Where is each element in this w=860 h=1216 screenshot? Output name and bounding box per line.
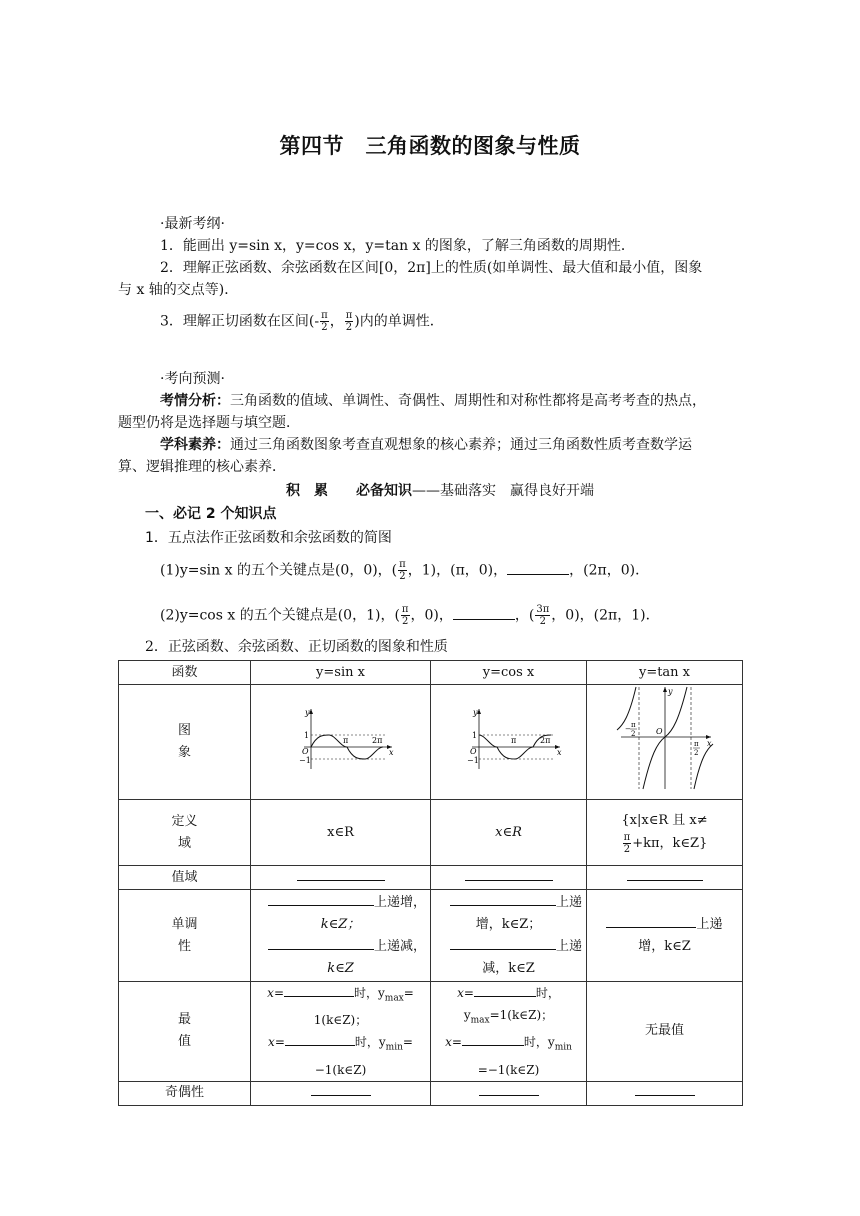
parity-tan bbox=[587, 1081, 743, 1105]
tick-frac-num: π bbox=[693, 740, 699, 748]
syllabus-item-3: 3．理解正切函数在区间(- $\frac{\pi}{2}$ ， $\frac{\pi}{2}$ )内的单调性． bbox=[160, 310, 444, 333]
tick-frac-den: 2 bbox=[693, 749, 698, 757]
fill-blank[interactable] bbox=[627, 868, 703, 881]
header-sin: y=sin x bbox=[251, 661, 431, 685]
row-label-parity: 奇偶性 bbox=[119, 1081, 251, 1105]
tick-frac-num: π bbox=[630, 721, 636, 729]
mono-cos: 上递 增，k∈Z； 上递 减，k∈Z bbox=[431, 890, 587, 982]
parity-cos bbox=[431, 1081, 587, 1105]
extreme-cos: x= 时， $y_{max}=1(k\in Z)$； x= 时，$y_{min}$ =−1(k∈Z) bbox=[431, 982, 587, 1082]
cos-graph-cell bbox=[431, 685, 587, 800]
fill-blank[interactable] bbox=[507, 562, 569, 575]
range-tan bbox=[587, 866, 743, 890]
cos-keypoints: (2)y=cos x 的五个关键点是(0，1)，( $\frac{\pi}{2}$ ，0)， ，( $\frac{3\pi}{2}$ ，0)，(2π，1)． bbox=[160, 604, 660, 627]
syllabus-heading: ·最新考纲· bbox=[160, 216, 225, 232]
fill-blank[interactable] bbox=[635, 1083, 695, 1096]
mono-sin: 上递增， k∈Z； 上递减， k∈Z bbox=[251, 890, 431, 982]
fill-blank[interactable] bbox=[297, 868, 385, 881]
axis-label-x: x bbox=[706, 739, 712, 748]
trig-properties-table bbox=[118, 660, 743, 1106]
syllabus-item-2: 2．理解正弦函数、余弦函数在区间[0，2π]上的性质(如单调性、最大值和最小值，图象 bbox=[160, 260, 703, 276]
parity-sin bbox=[251, 1081, 431, 1105]
tick-label-pi: π bbox=[510, 736, 516, 745]
tick-label-pi: π bbox=[342, 736, 348, 745]
axis-label-y: y bbox=[472, 708, 478, 717]
tick-label-2pi: 2π bbox=[539, 736, 550, 745]
header-function: 函数 bbox=[119, 661, 251, 685]
fill-blank[interactable] bbox=[462, 1033, 524, 1046]
knowledge-sub1: 1．五点法作正弦函数和余弦函数的简图 bbox=[145, 530, 392, 546]
fill-blank[interactable] bbox=[465, 868, 553, 881]
tick-frac-den: 2 bbox=[630, 730, 635, 738]
fraction: $\frac{3\pi}{2}$ bbox=[536, 604, 550, 627]
row-label-graph: 图 象 bbox=[119, 685, 251, 800]
row-label-extreme: 最 值 bbox=[119, 982, 251, 1082]
forecast-p1-cont: 题型仍将是选择题与填空题． bbox=[118, 415, 300, 431]
row-label-monotonic: 单调 性 bbox=[119, 890, 251, 982]
forecast-heading: ·考向预测· bbox=[160, 371, 225, 387]
fill-blank[interactable] bbox=[285, 1033, 355, 1046]
origin-label: O bbox=[469, 747, 477, 756]
fraction: $\frac{\pi}{2}$ bbox=[345, 310, 353, 333]
syllabus-item-2-cont: 与 x 轴的交点等)． bbox=[118, 282, 239, 298]
syllabus-item-3-b: )内的单调性． bbox=[354, 313, 444, 330]
fraction: $\frac{\pi}{2}$ bbox=[623, 832, 631, 855]
extreme-sin: x= 时，$y_{max}=$ 1(k∈Z)； x= 时，$y_{min}=$ −1(k∈Z) bbox=[251, 982, 431, 1082]
mono-tan: 上递 增，k∈Z bbox=[587, 890, 743, 982]
header-cos: y=cos x bbox=[431, 661, 587, 685]
fill-blank[interactable] bbox=[450, 893, 556, 906]
tick-label-neg1: −1 bbox=[298, 756, 311, 765]
fill-blank[interactable] bbox=[606, 915, 696, 928]
row-label-domain: 定义 域 bbox=[119, 800, 251, 866]
fraction: $\frac{\pi}{2}$ bbox=[401, 604, 409, 627]
tick-label-2pi: 2π bbox=[371, 736, 382, 745]
tick-label-neg-half-pi: − bbox=[624, 725, 631, 733]
fill-blank[interactable] bbox=[479, 1083, 539, 1096]
tick-label-1: 1 bbox=[303, 731, 309, 740]
fill-blank[interactable] bbox=[474, 984, 536, 997]
range-cos bbox=[431, 866, 587, 890]
tick-label-1: 1 bbox=[471, 731, 477, 740]
fill-blank[interactable] bbox=[311, 1083, 371, 1096]
sin-graph bbox=[286, 703, 396, 773]
axis-label-y: y bbox=[304, 708, 310, 717]
axis-label-x: x bbox=[388, 748, 394, 757]
axis-label-x: x bbox=[556, 748, 562, 757]
origin-label: O bbox=[655, 727, 663, 736]
syllabus-item-3-a: 3．理解正切函数在区间(- bbox=[160, 313, 320, 330]
tan-graph bbox=[615, 685, 715, 791]
tick-label-neg1: −1 bbox=[466, 756, 479, 765]
fill-blank[interactable] bbox=[268, 937, 374, 950]
knowledge-heading: 一、必记 2 个知识点 bbox=[145, 506, 277, 522]
cos-graph bbox=[454, 703, 564, 773]
fraction: $\frac{\pi}{2}$ bbox=[399, 559, 406, 582]
range-sin bbox=[251, 866, 431, 890]
fill-blank[interactable] bbox=[268, 893, 374, 906]
sin-graph-cell bbox=[251, 685, 431, 800]
syllabus-item-1: 1．能画出 y=sin x，y=cos x，y=tan x 的图象，了解三角函数的周期性． bbox=[160, 238, 635, 254]
page-title: 第四节 三角函数的图象与性质 bbox=[279, 134, 581, 158]
knowledge-sub2: 2．正弦函数、余弦函数、正切函数的图象和性质 bbox=[145, 639, 448, 655]
origin-label: O bbox=[301, 747, 309, 756]
forecast-p2-cont: 算、逻辑推理的核心素养． bbox=[118, 459, 286, 475]
row-label-range: 值域 bbox=[119, 866, 251, 890]
domain-sin: x∈R bbox=[251, 800, 431, 866]
extreme-tan: 无最值 bbox=[587, 982, 743, 1082]
tan-graph-cell bbox=[587, 685, 743, 800]
axis-label-y: y bbox=[667, 687, 673, 696]
forecast-p1: 考情分析：三角函数的值域、单调性、奇偶性、周期性和对称性都将是高考考查的热点， bbox=[160, 393, 706, 409]
fill-blank[interactable] bbox=[450, 937, 556, 950]
fill-blank[interactable] bbox=[453, 607, 515, 620]
sin-keypoints: (1)y=sin x 的五个关键点是(0，0)，( $\frac{\pi}{2}$ ，1)，(π，0)， ，(2π，0)． bbox=[160, 559, 650, 582]
domain-cos: x∈R bbox=[431, 800, 587, 866]
header-tan: y=tan x bbox=[587, 661, 743, 685]
domain-tan: {x|x∈R 且 x≠ $\frac{\pi}{2}$ +kπ，k∈Z} bbox=[587, 800, 743, 866]
fraction: $\frac{\pi}{2}$ bbox=[321, 310, 328, 333]
fill-blank[interactable] bbox=[284, 984, 354, 997]
section-banner: 积 累 必备知识——基础落实 赢得良好开端 bbox=[286, 483, 594, 499]
forecast-p2: 学科素养：通过三角函数图象考查直观想象的核心素养；通过三角函数性质考查数学运 bbox=[160, 437, 692, 453]
